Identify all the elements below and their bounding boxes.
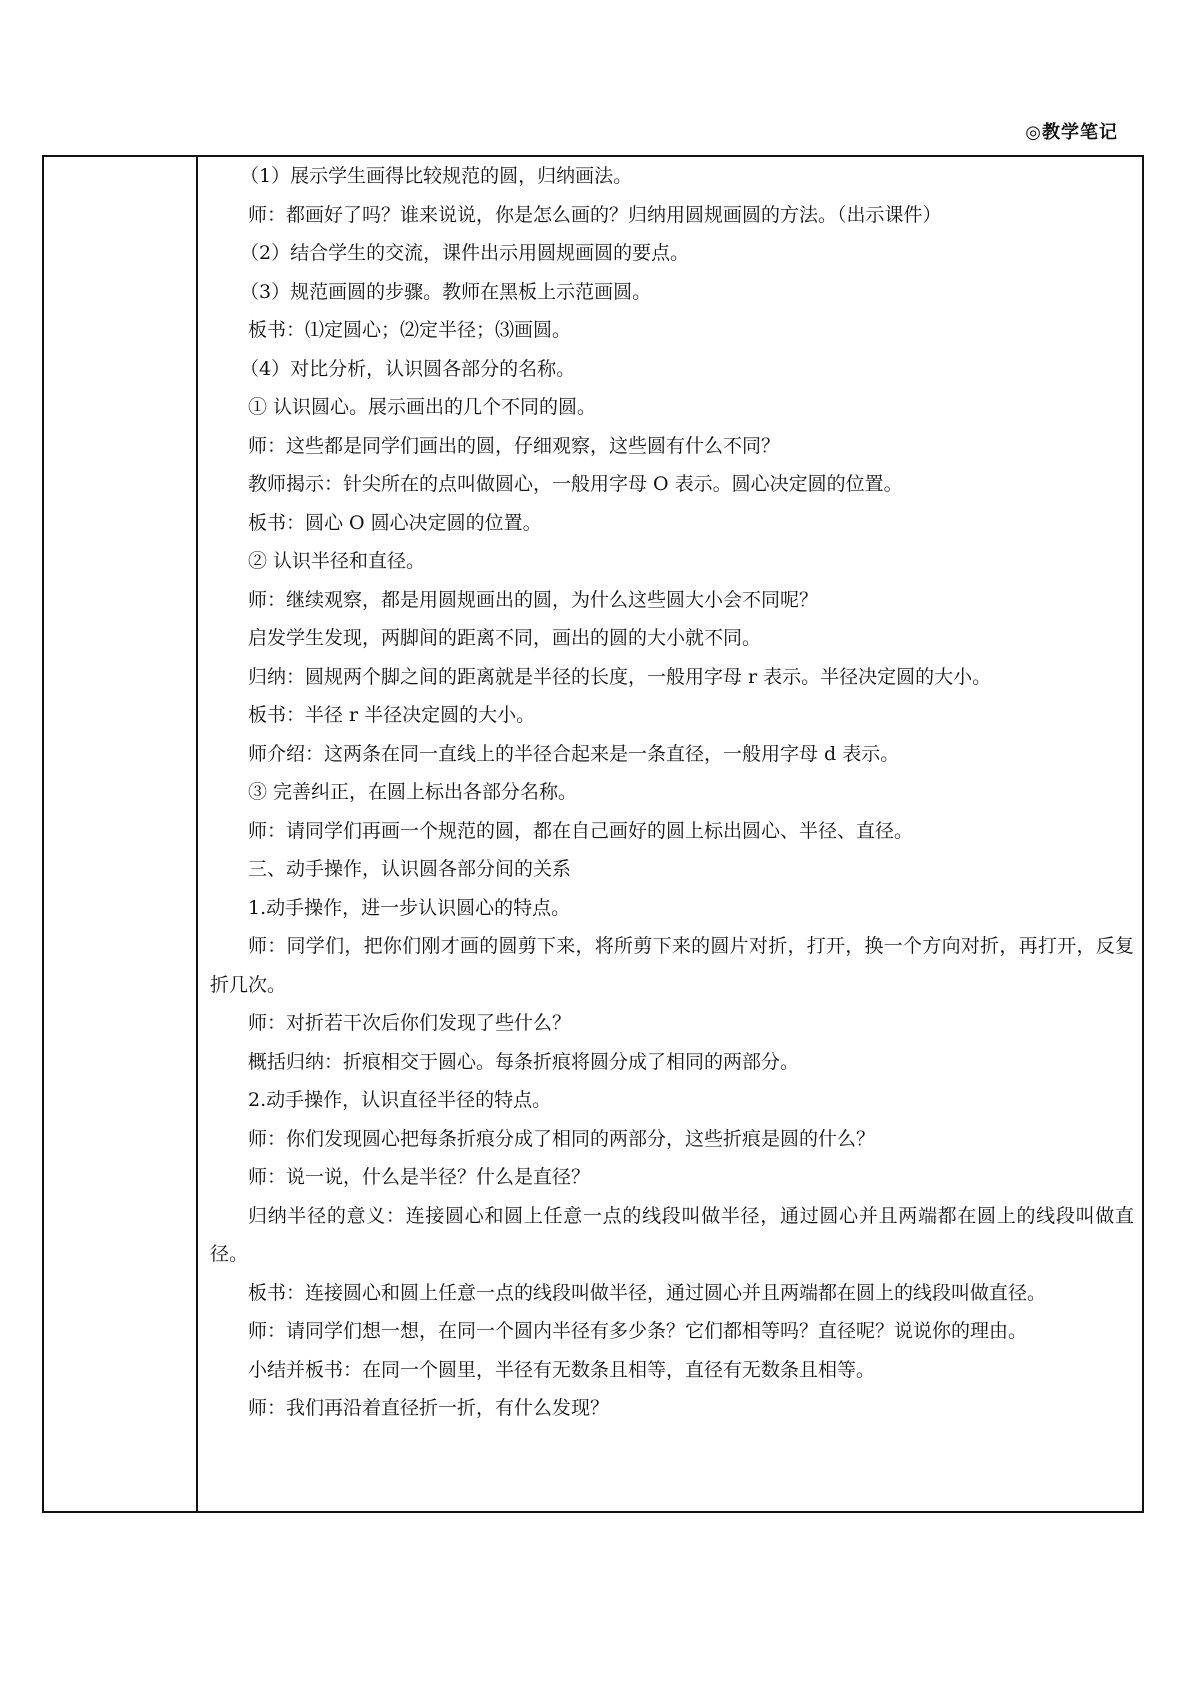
paragraph: 小结并板书：在同一个圆里，半径有无数条且相等，直径有无数条且相等。 [248,1358,876,1381]
paragraph: 1.动手操作，进一步认识圆心的特点。 [248,896,571,919]
paragraph: 师：你们发现圆心把每条折痕分成了相同的两部分，这些折痕是圆的什么？ [248,1127,876,1150]
paragraph: 板书：⑴定圆心；⑵定半径；⑶画圆。 [248,319,572,341]
paragraph: 2.动手操作，认识直径半径的特点。 [248,1089,552,1111]
paragraph: 师：请同学们再画一个规范的圆，都在自己画好的圆上标出圆心、半径、直径。 [248,819,914,842]
lesson-content [210,157,1134,1428]
paragraph: 师：对折若干次后你们发现了些什么？ [248,1012,572,1034]
paragraph: （1）展示学生画得比较规范的圆，归纳画法。 [240,165,633,187]
paragraph: 概括归纳：折痕相交于圆心。每条折痕将圆分成了相同的两部分。 [248,1050,800,1073]
paragraph: （3）规范画圆的步骤。教师在黑板上示范画圆。 [240,280,652,303]
paragraph: 师：我们再沿着直径折一折，有什么发现？ [248,1397,610,1419]
paragraph: 师：继续观察，都是用圆规画出的圆，为什么这些圆大小会不同呢？ [248,588,819,611]
paragraph: ② 认识半径和直径。 [248,550,426,572]
paragraph: 师：说一说，什么是半径？什么是直径？ [248,1166,591,1188]
paragraph: 启发学生发现，两脚间的距离不同，画出的圆的大小就不同。 [248,627,762,649]
paragraph: （2）结合学生的交流，课件出示用圆规画圆的要点。 [240,242,690,264]
column-divider [196,155,198,1513]
paragraph: 师：同学们，把你们刚才画的圆剪下来，将所剪下来的圆片对折，打开，换一个方向对折，再打开，反复折几次。 [210,935,1134,996]
paragraph: 师：这些都是同学们画出的圆，仔细观察，这些圆有什么不同？ [248,434,781,457]
paragraph: 师：都画好了吗？谁来说说，你是怎么画的？归纳用圆规画圆的方法。（出示课件） [248,203,942,226]
paragraph: 归纳：圆规两个脚之间的距离就是半径的长度，一般用字母 r 表示。半径决定圆的大小。 [248,665,992,688]
paragraph: 板书：圆心 O 圆心决定圆的位置。 [248,511,542,534]
teaching-notes-label: ◎教学笔记 [1025,122,1118,143]
paragraph: 板书：连接圆心和圆上任意一点的线段叫做半径，通过圆心并且两端都在圆上的线段叫做直径。 [248,1281,1047,1304]
notes-column [44,157,194,1511]
paragraph: 板书：半径 r 半径决定圆的大小。 [248,704,536,726]
paragraph: 师：请同学们想一想，在同一个圆内半径有多少条？它们都相等吗？直径呢？说说你的理由。 [248,1320,1028,1342]
section-heading: 三、动手操作，认识圆各部分间的关系 [248,858,572,880]
paragraph: 归纳半径的意义：连接圆心和圆上任意一点的线段叫做半径，通过圆心并且两端都在圆上的线段叫做直径。 [210,1204,1134,1265]
paragraph: 师介绍：这两条在同一直线上的半径合起来是一条直径，一般用字母 d 表示。 [248,742,900,765]
paragraph: ① 认识圆心。展示画出的几个不同的圆。 [248,396,597,418]
paragraph: 教师揭示：针尖所在的点叫做圆心，一般用字母 O 表示。圆心决定圆的位置。 [248,473,903,495]
paragraph: （4）对比分析，认识圆各部分的名称。 [240,357,576,380]
paragraph: ③ 完善纠正，在圆上标出各部分名称。 [248,781,578,803]
